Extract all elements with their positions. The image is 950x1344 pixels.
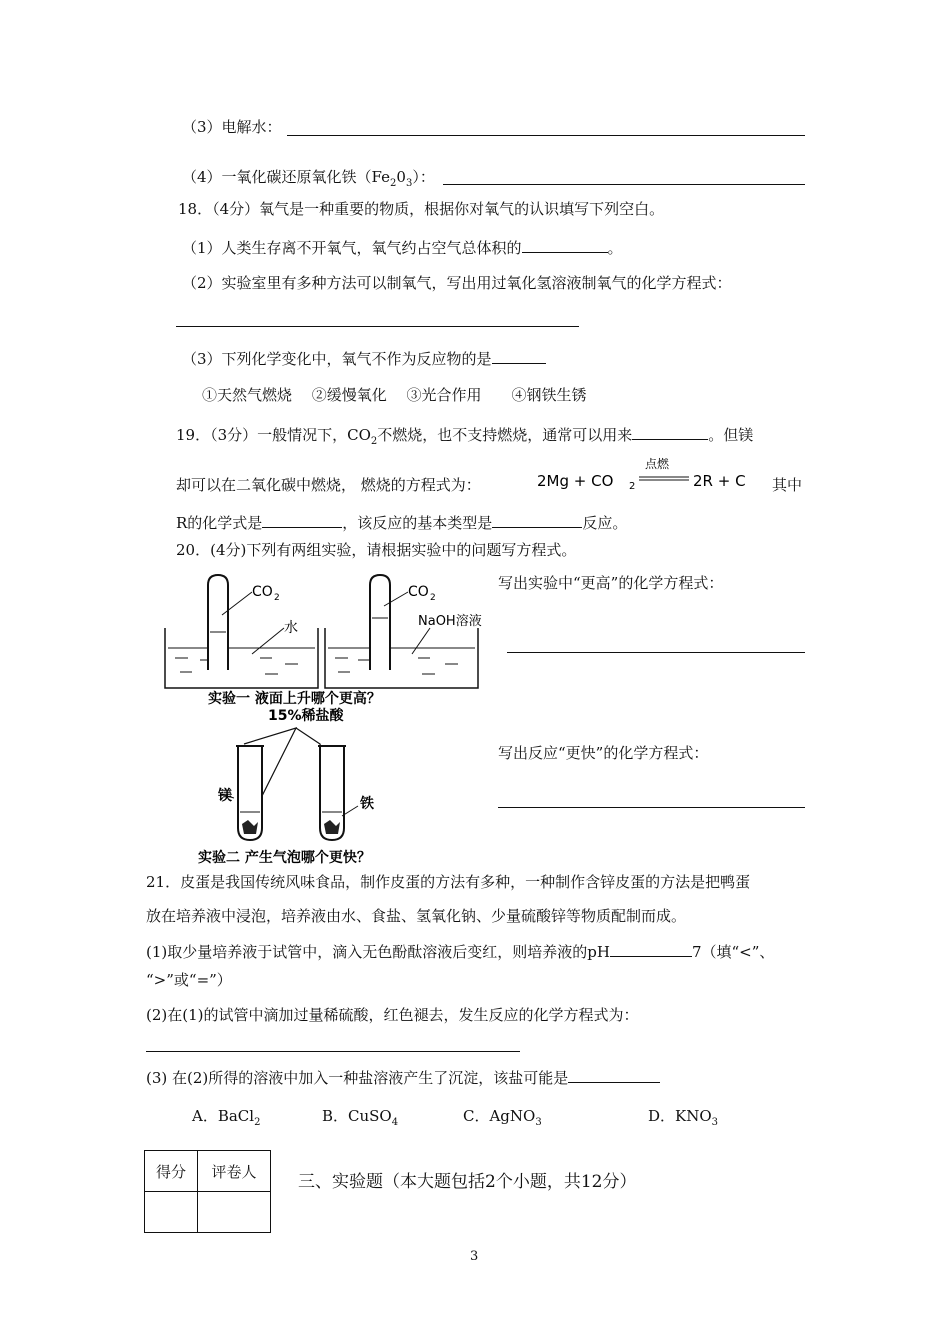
q19-line2-end: 其中 bbox=[772, 476, 803, 494]
acid-label: 15%稀盐酸 bbox=[268, 708, 344, 724]
q21-part1: (1)取少量培养液于试管中，滴入无色酚酞溶液后变红，则培养液的pH 7（填“<”、 bbox=[146, 940, 774, 962]
q17-part4-answer-line[interactable] bbox=[443, 184, 805, 185]
score-header: 得分 bbox=[145, 1151, 198, 1192]
grader-cell[interactable] bbox=[198, 1192, 271, 1233]
q21-ph-blank[interactable] bbox=[610, 940, 692, 957]
q20-answer-line-2[interactable] bbox=[498, 807, 805, 808]
q19-reaction-equation bbox=[535, 456, 765, 492]
experiment2-caption: 实验二 产生气泡哪个更快？ bbox=[198, 850, 371, 866]
section3-heading: 三、实验题（本大题包括2个小题，共12分） bbox=[298, 1172, 637, 1192]
fe-label: 铁 bbox=[360, 796, 374, 812]
eq-left-sub: 2 bbox=[629, 481, 636, 492]
q21-part2: (2)在(1)的试管中滴加过量稀硫酸，红色褪去，发生反应的化学方程式为： bbox=[146, 1006, 639, 1024]
q19-use-blank[interactable] bbox=[632, 423, 708, 440]
q19-line2: 却可以在二氧化碳中燃烧， 燃烧的方程式为： bbox=[176, 476, 481, 494]
q19-formula-blank[interactable] bbox=[262, 511, 342, 528]
q19-type-blank[interactable] bbox=[492, 511, 582, 528]
grader-header: 评卷人 bbox=[198, 1151, 271, 1192]
water-ripples-left bbox=[175, 658, 298, 674]
co2-label-right: CO bbox=[408, 584, 429, 600]
q18-part1-blank[interactable] bbox=[522, 236, 608, 253]
eq-right: 2R + C bbox=[693, 472, 746, 490]
q21-stem-line1: 21．皮蛋是我国传统风味食品，制作皮蛋的方法有多种，一种制作含锌皮蛋的方法是把鸭蛋 bbox=[146, 873, 751, 891]
water-pointer bbox=[252, 628, 284, 654]
co2-label-left: CO bbox=[252, 584, 273, 600]
score-cell[interactable] bbox=[145, 1192, 198, 1233]
mg-label: 镁 bbox=[218, 788, 232, 804]
q18-options: ①天然气燃烧 ②缓慢氧化 ③光合作用 ④钢铁生锈 bbox=[202, 386, 587, 404]
q18-part2: （2）实验室里有多种方法可以制氧气，写出用过氧化氢溶液制氧气的化学方程式： bbox=[182, 274, 732, 292]
q20-ask-faster: 写出反应“更快”的化学方程式： bbox=[498, 744, 709, 762]
q18-part2-answer-line[interactable] bbox=[176, 326, 579, 327]
q21-option-b[interactable]: B．CuSO$_4$ bbox=[322, 1107, 399, 1128]
co2-sub-right: 2 bbox=[430, 593, 436, 603]
q20-answer-line-1[interactable] bbox=[507, 652, 805, 653]
water-ripples-right bbox=[335, 658, 458, 674]
score-table bbox=[144, 1150, 271, 1233]
experiment1-figure bbox=[160, 570, 490, 710]
q21-option-c[interactable]: C．AgNO$_3$ bbox=[463, 1107, 542, 1128]
q17-part3-label: （3）电解水： bbox=[182, 118, 282, 136]
naoh-pointer bbox=[412, 628, 430, 654]
q21-part1-cont: “>”或“=”） bbox=[146, 971, 232, 989]
q21-salt-blank[interactable] bbox=[568, 1066, 660, 1083]
q18-part3-blank[interactable] bbox=[492, 347, 546, 364]
q20-ask-higher: 写出实验中“更高”的化学方程式： bbox=[498, 574, 724, 592]
q21-part2-answer-line[interactable] bbox=[146, 1051, 520, 1052]
q17-part4-label: （4）一氧化碳还原氧化铁$(Fe_20_3)$： bbox=[182, 168, 435, 189]
q18-stem: 18．（4分）氧气是一种重要的物质，根据你对氧气的认识填写下列空白。 bbox=[178, 200, 665, 218]
q21-part3: (3) 在(2)所得的溶液中加入一种盐溶液产生了沉淀，该盐可能是 bbox=[146, 1066, 660, 1088]
q17-part3-answer-line[interactable] bbox=[287, 135, 805, 136]
page-number: 3 bbox=[470, 1249, 479, 1264]
eq-condition: 点燃 bbox=[645, 457, 670, 471]
q18-part3: （3）下列化学变化中，氧气不作为反应物的是 bbox=[182, 347, 546, 369]
q21-option-d[interactable]: D．$KNO_3$ bbox=[648, 1107, 719, 1128]
q21-option-a[interactable]: A．BaCl$_2$ bbox=[192, 1107, 261, 1128]
experiment1-caption: 实验一 液面上升哪个更高？ bbox=[208, 691, 381, 707]
q20-stem: 20．(4分)下列有两组实验，请根据实验中的问题写方程式。 bbox=[176, 541, 577, 559]
experiment2-figure bbox=[190, 704, 430, 868]
q21-stem-line2: 放在培养液中浸泡，培养液由水、食盐、氢氧化钠、少量硫酸锌等物质配制而成。 bbox=[146, 907, 687, 925]
co2-sub-left: 2 bbox=[274, 593, 280, 603]
q19-line3: R的化学式是 ，该反应的基本类型是 反应。 bbox=[176, 511, 627, 533]
tube-left bbox=[208, 575, 228, 670]
q19-line1: 19．（3分）一般情况下，$CO_2$不燃烧，也不支持燃烧，通常可以用来 。但镁 bbox=[176, 423, 753, 452]
eq-left: 2Mg + CO bbox=[537, 472, 614, 490]
naoh-label: NaOH溶液 bbox=[418, 614, 482, 629]
tube-right bbox=[370, 575, 390, 670]
q18-part1: （1）人类生存离不开氧气，氧气约占空气总体积的 。 bbox=[182, 236, 623, 258]
water-label: 水 bbox=[284, 620, 298, 636]
